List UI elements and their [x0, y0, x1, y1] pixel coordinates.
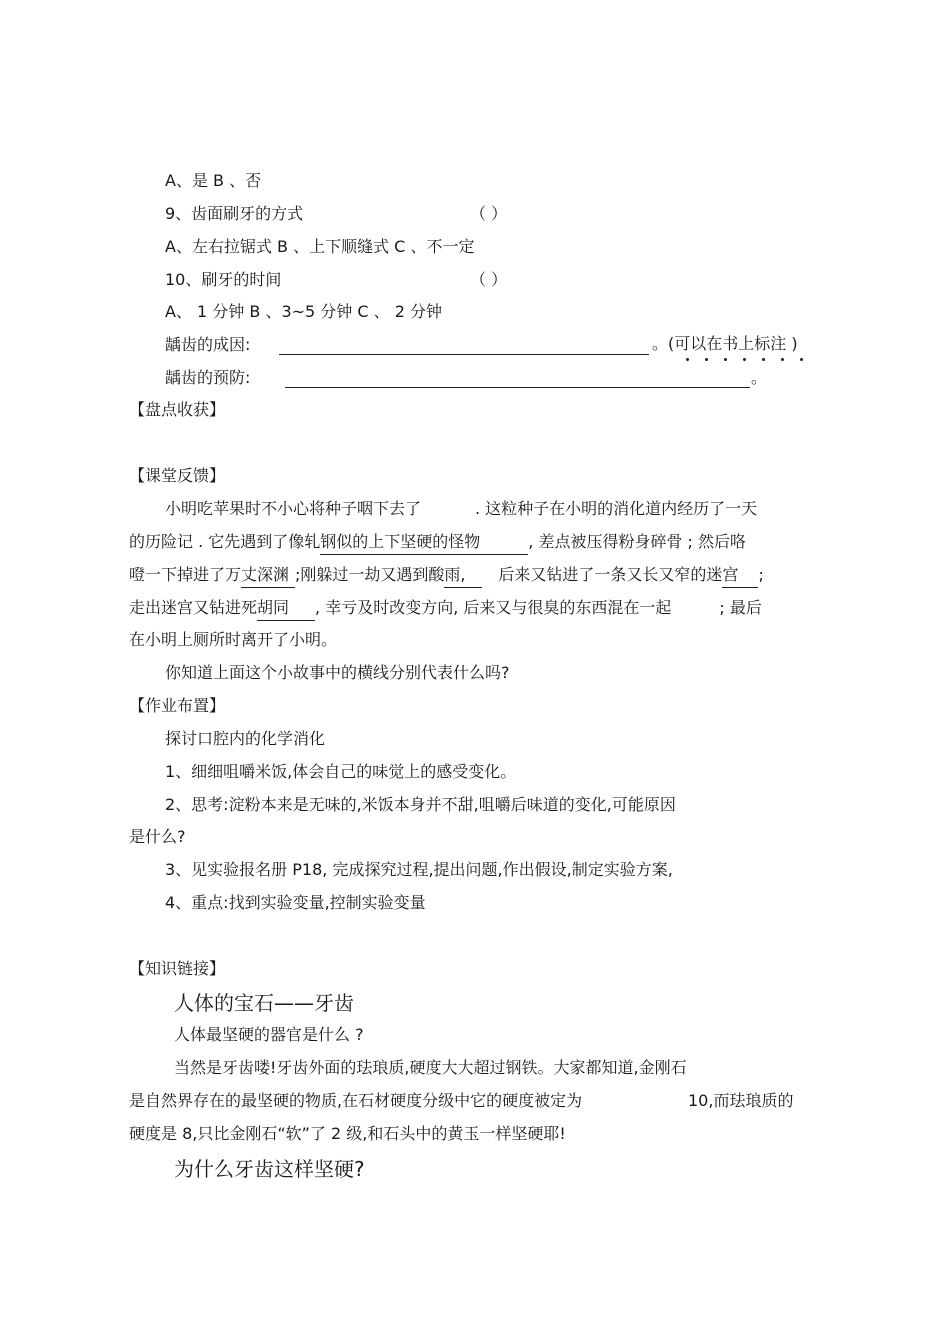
story-line-1a: 小明吃苹果时不小心将种子咽下去了: [165, 499, 422, 518]
section-knowledge: 【知识链接】: [129, 959, 226, 978]
prevention-answer-line: [285, 371, 750, 388]
knowledge-para-line-1: 当然是牙齿喽!牙齿外面的珐琅质,硬度大大超过钢铁。大家都知道,金刚石: [174, 1058, 687, 1077]
q9-text: 9、齿面刷牙的方式: [165, 204, 304, 223]
section-feedback: 【课堂反馈】: [129, 466, 226, 485]
prevention-suffix: 。: [751, 368, 768, 387]
knowledge-title: 人体的宝石——牙齿: [174, 991, 354, 1015]
knowledge-para-line-2: 是自然界存在的最坚硬的物质,在石材硬度分级中它的硬度被定为: [129, 1091, 583, 1110]
q9-options: A、左右拉锯式 B 、上下顺缝式 C 、不一定: [165, 237, 475, 256]
q10-text: 10、刷牙的时间: [165, 270, 282, 289]
cause-answer-line: [279, 338, 649, 355]
story-question: 你知道上面这个小故事中的横线分别代表什么吗?: [165, 663, 510, 682]
knowledge-subtitle: 为什么牙齿这样坚硬?: [174, 1157, 365, 1181]
q10-answer-paren: （ ）: [470, 270, 508, 289]
story-line-5: 在小明上厕所时离开了小明。: [129, 630, 338, 649]
homework-item-2b: 是什么?: [129, 827, 186, 846]
prevention-label: 龋齿的预防:: [165, 368, 251, 387]
knowledge-para-line-2b: 10,而珐琅质的: [688, 1091, 794, 1110]
homework-topic: 探讨口腔内的化学消化: [165, 729, 326, 748]
section-summary: 【盘点收获】: [129, 400, 226, 419]
homework-item-3: 3、见实验报名册 P18, 完成探究过程,提出问题,作出假设,制定实验方案,: [165, 860, 673, 879]
cause-label: 龋齿的成因:: [165, 335, 251, 354]
knowledge-para-line-3: 硬度是 8,只比金刚石“软”了 2 级,和石头中的黄玉一样坚硬耶!: [129, 1124, 566, 1143]
story-line-3: 噔一下掉进了万丈深渊 ;刚躲过一劫又遇到酸雨, 后来又钻进了一条又长又窄的迷宫 ;: [129, 564, 764, 588]
q8-options: A、是 B 、否: [165, 171, 262, 190]
homework-item-2a: 2、思考:淀粉本来是无味的,米饭本身并不甜,咀嚼后味道的变化,可能原因: [165, 795, 676, 814]
section-homework: 【作业布置】: [129, 696, 226, 715]
homework-item-4: 4、重点:找到实验变量,控制实验变量: [165, 893, 426, 912]
story-line-1b: . 这粒种子在小明的消化道内经历了一天: [475, 499, 758, 518]
story-line-2: 的历险记 . 它先遇到了像轧钢似的上下坚硬的怪物 , 差点被压得粉身碎骨 ; 然后咯: [129, 531, 746, 555]
q9-answer-paren: （ ）: [470, 204, 508, 223]
q10-options: A、 1 分钟 B 、3~5 分钟 C 、 2 分钟: [165, 302, 442, 321]
knowledge-question: 人体最坚硬的器官是什么 ?: [174, 1025, 364, 1044]
cause-suffix: 。(可以在书上标注 ): [652, 334, 798, 353]
homework-item-1: 1、细细咀嚼米饭,体会自己的味觉上的感受变化。: [165, 762, 517, 781]
story-line-4: 走出迷宫又钻进死胡同 , 幸亏及时改变方向, 后来又与很臭的东西混在一起 ; 最后: [129, 597, 762, 621]
